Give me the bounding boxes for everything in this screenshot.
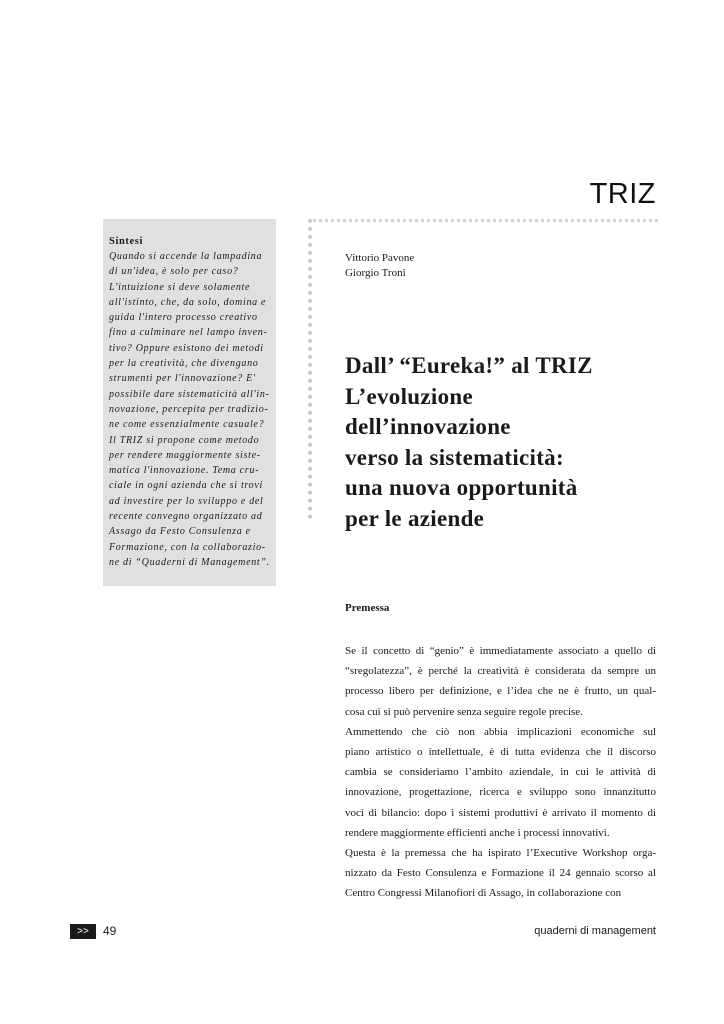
body-line: Ammettendo che ciò non abbia implicazioni economiche sul: [345, 725, 656, 738]
vertical-divider: [308, 219, 312, 519]
summary-line: ad investire per lo sviluppo e del: [109, 495, 264, 507]
headline-line: per le aziende: [345, 505, 485, 531]
body-line: Centro Congressi Milanofiori di Assago, in collaborazione con: [345, 887, 622, 900]
authors: [345, 251, 414, 281]
article-headline: [345, 351, 593, 534]
summary-line: Formazione, con la collaborazio-: [109, 541, 266, 553]
summary-line: ne come essenzialmente casuale?: [109, 419, 265, 431]
body-line: cosa cui si può pervenire senza seguire regole precise.: [345, 705, 583, 718]
summary-line: tivo? Oppure esistono dei metodi: [109, 342, 264, 354]
summary-line: per rendere maggiormente siste-: [109, 449, 261, 461]
body-line: rendere maggiormente efficienti anche i processi innovativi.: [345, 826, 610, 839]
summary-content: [109, 234, 277, 570]
body-line: innovazione, progettazione, ricerca e sviluppo sono innanzitutto: [345, 786, 656, 799]
summary-text: [109, 249, 277, 570]
summary-line: ne di “Quaderni di Management”.: [109, 556, 270, 568]
author-name: Vittorio Pavone: [345, 252, 415, 264]
body-line: Se il concetto di “genio” è immediatamente associato a quello di: [345, 645, 656, 657]
summary-line: Assago da Festo Consulenza e: [109, 526, 251, 538]
page-marker: >>: [70, 924, 96, 939]
body-line: piano artistico o intellettuale, è di tutta evidenza che il discorso: [345, 746, 656, 759]
summary-line: L'intuizione si deve solamente: [109, 281, 251, 293]
horizontal-divider: [313, 219, 658, 222]
summary-line: novazione, percepita per tradizio-: [109, 403, 269, 415]
summary-line: per la creatività, che divengano: [109, 358, 259, 370]
section-subheading: Premessa: [345, 602, 390, 614]
summary-line: recente convegno organizzato ad: [109, 511, 263, 523]
summary-line: possibile dare sistematicità all'in-: [109, 388, 270, 400]
summary-line: all'istinto, che, da solo, domina e: [109, 296, 267, 308]
page-number: 49: [103, 924, 117, 938]
article-body: [345, 641, 656, 904]
body-line: Questa è la premessa che ha ispirato l’Executive Workshop orga-: [345, 847, 656, 860]
section-title: TRIZ: [589, 178, 656, 210]
body-line: processo libero per definizione, e l’idea che ne è frutto, un qual-: [345, 685, 656, 698]
summary-line: guida l'intero processo creativo: [109, 312, 258, 324]
headline-line: dell’innovazione: [345, 414, 511, 439]
body-line: cambia se consideriamo l’ambito aziendale, in cui le attività di: [345, 766, 656, 779]
summary-line: ciale in ogni azienda che si trovi: [109, 480, 263, 492]
author-name: Giorgio Troni: [345, 267, 406, 279]
summary-line: Il TRIZ si propone come metodo: [109, 434, 260, 446]
summary-line: strumenti per l'innovazione? E': [109, 373, 256, 385]
body-line: nizzato da Festo Consulenza e Formazione il 24 gennaio scorso al: [345, 867, 656, 880]
summary-line: fino a culminare nel lampo inven-: [109, 327, 268, 339]
body-line: “sregolatezza”, è perché la creatività è considerata da sempre un: [345, 665, 656, 678]
summary-box: [103, 219, 276, 586]
headline-line: verso la sistematicità:: [345, 444, 564, 470]
summary-heading: Sintesi: [109, 236, 143, 247]
summary-line: matica l'innovazione. Tema cru-: [109, 465, 260, 477]
summary-line: di un'idea, è solo per caso?: [109, 266, 239, 278]
summary-line: Quando si accende la lampadina: [109, 251, 263, 262]
journal-name: quaderni di management: [534, 925, 656, 937]
headline-line: Dall’ “Eureka!” al TRIZ: [345, 353, 593, 378]
headline-line: una nuova opportunità: [345, 475, 578, 500]
headline-line: L’evoluzione: [345, 383, 473, 409]
body-line: voci di bilancio: dopo i sistemi produttivi è arrivato il momento di: [345, 806, 656, 819]
